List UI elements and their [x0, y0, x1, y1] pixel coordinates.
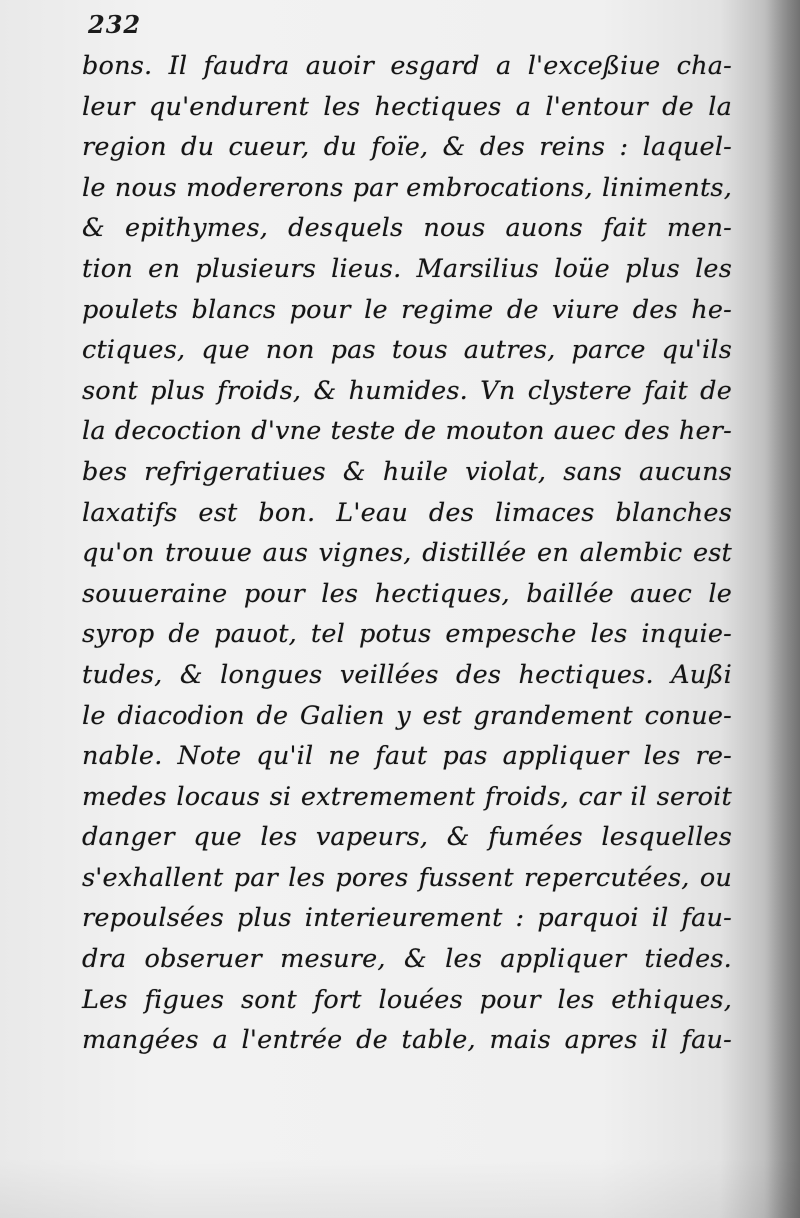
text-line: tudes, & longues veillées des hectiques. Außi	[82, 659, 732, 690]
text-line: s'exhallent par les pores fussent repercutées, ou	[82, 862, 732, 893]
text-line: danger que les vapeurs, & fumées lesquelles	[82, 822, 732, 853]
text-line: mangées a l'entrée de table, mais apres il fau-	[82, 1025, 732, 1056]
text-line: poulets blancs pour le regime de viure des he-	[82, 294, 732, 325]
text-line: ctiques, que non pas tous autres, parce qu'ils	[82, 335, 732, 366]
text-line: la decoction d'vne teste de mouton auec des her-	[82, 416, 732, 447]
body-text	[82, 46, 732, 1061]
text-line: Les figues sont fort louées pour les ethiques,	[82, 984, 732, 1015]
text-line: & epithymes, desquels nous auons fait men-	[82, 213, 732, 244]
text-line: sont plus froids, & humides. Vn clystere fait de	[82, 375, 732, 406]
page-number: 232	[88, 10, 142, 39]
text-line: le nous modererons par embrocations, liniments,	[82, 172, 732, 203]
text-line: region du cueur, du foïe, & des reins : laquel-	[82, 132, 732, 163]
text-line: syrop de pauot, tel potus empesche les inquie-	[82, 619, 732, 650]
text-line: nable. Note qu'il ne faut pas appliquer les re-	[82, 741, 732, 772]
text-line: bes refrigeratiues & huile violat, sans aucuns	[82, 456, 732, 487]
text-line: laxatifs est bon. L'eau des limaces blanches	[82, 497, 732, 528]
page-bottom-shadow	[0, 1158, 800, 1218]
text-line: qu'on trouue aus vignes, distillée en alembic est	[82, 538, 732, 569]
text-line: repoulsées plus interieurement : parquoi il fau-	[82, 903, 732, 934]
text-line: dra obseruer mesure, & les appliquer tiedes.	[82, 944, 732, 975]
text-line: bons. Il faudra auoir esgard a l'exceßiue cha-	[82, 51, 732, 81]
text-line: le diacodion de Galien y est grandement conue-	[82, 700, 732, 731]
text-line: souueraine pour les hectiques, baillée auec le	[82, 578, 732, 609]
text-line: leur qu'endurent les hectiques a l'entour de la	[82, 91, 732, 122]
page-edge-shadow	[764, 0, 800, 1218]
text-line: medes locaus si extremement froids, car il seroit	[82, 781, 732, 812]
text-line: tion en plusieurs lieus. Marsilius loüe plus les	[82, 253, 732, 284]
